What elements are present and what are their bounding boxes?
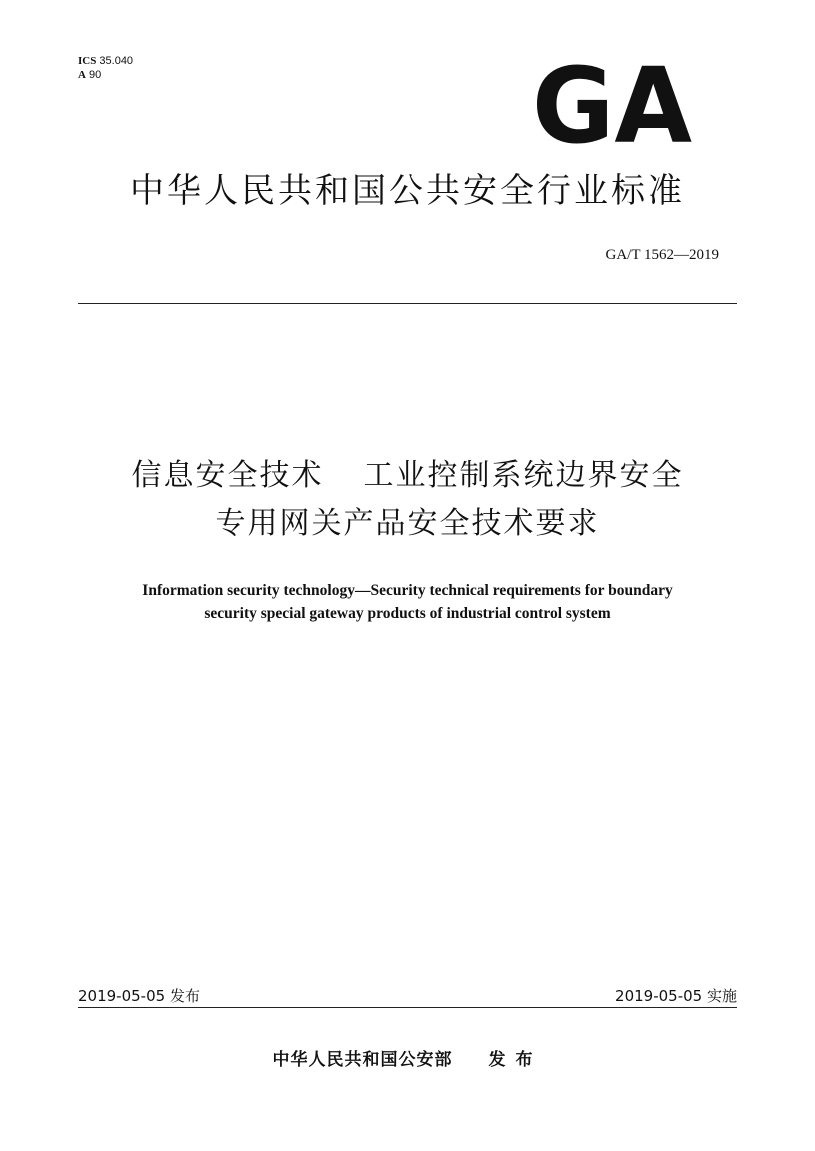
class-label: A (78, 69, 86, 81)
title-en-line-2: security special gateway products of industrial control system (204, 605, 611, 622)
class-code: 90 (89, 69, 102, 81)
bottom-divider (78, 1007, 737, 1008)
publisher-org: 中华人民共和国公安部 (272, 1050, 453, 1070)
publisher-action: 发布 (488, 1050, 543, 1070)
ics-classification (78, 54, 133, 82)
title-cn-line-1: 信息安全技术 工业控制系统边界安全 (131, 458, 684, 493)
ics-label: ICS (78, 55, 97, 67)
publisher (0, 1045, 815, 1070)
title-en-line-1: Information security technology—Security technical requirements for boundary (142, 582, 673, 599)
ga-logo-text: GA (532, 62, 692, 144)
implementation-date: 2019-05-05 实施 (615, 987, 737, 1005)
class-line (78, 68, 133, 82)
title-chinese (0, 452, 815, 548)
standard-code: GA/T 1562—2019 (605, 247, 719, 263)
issue-date: 2019-05-05 发布 (78, 987, 200, 1005)
ics-line (78, 54, 133, 68)
title-cn-line-2: 专用网关产品安全技术要求 (215, 506, 600, 541)
ics-code: 35.040 (99, 55, 134, 67)
top-divider (78, 303, 737, 304)
standard-name: 中华人民共和国公共安全行业标准 (130, 171, 685, 211)
title-english (0, 579, 815, 625)
ga-logo (530, 62, 695, 144)
